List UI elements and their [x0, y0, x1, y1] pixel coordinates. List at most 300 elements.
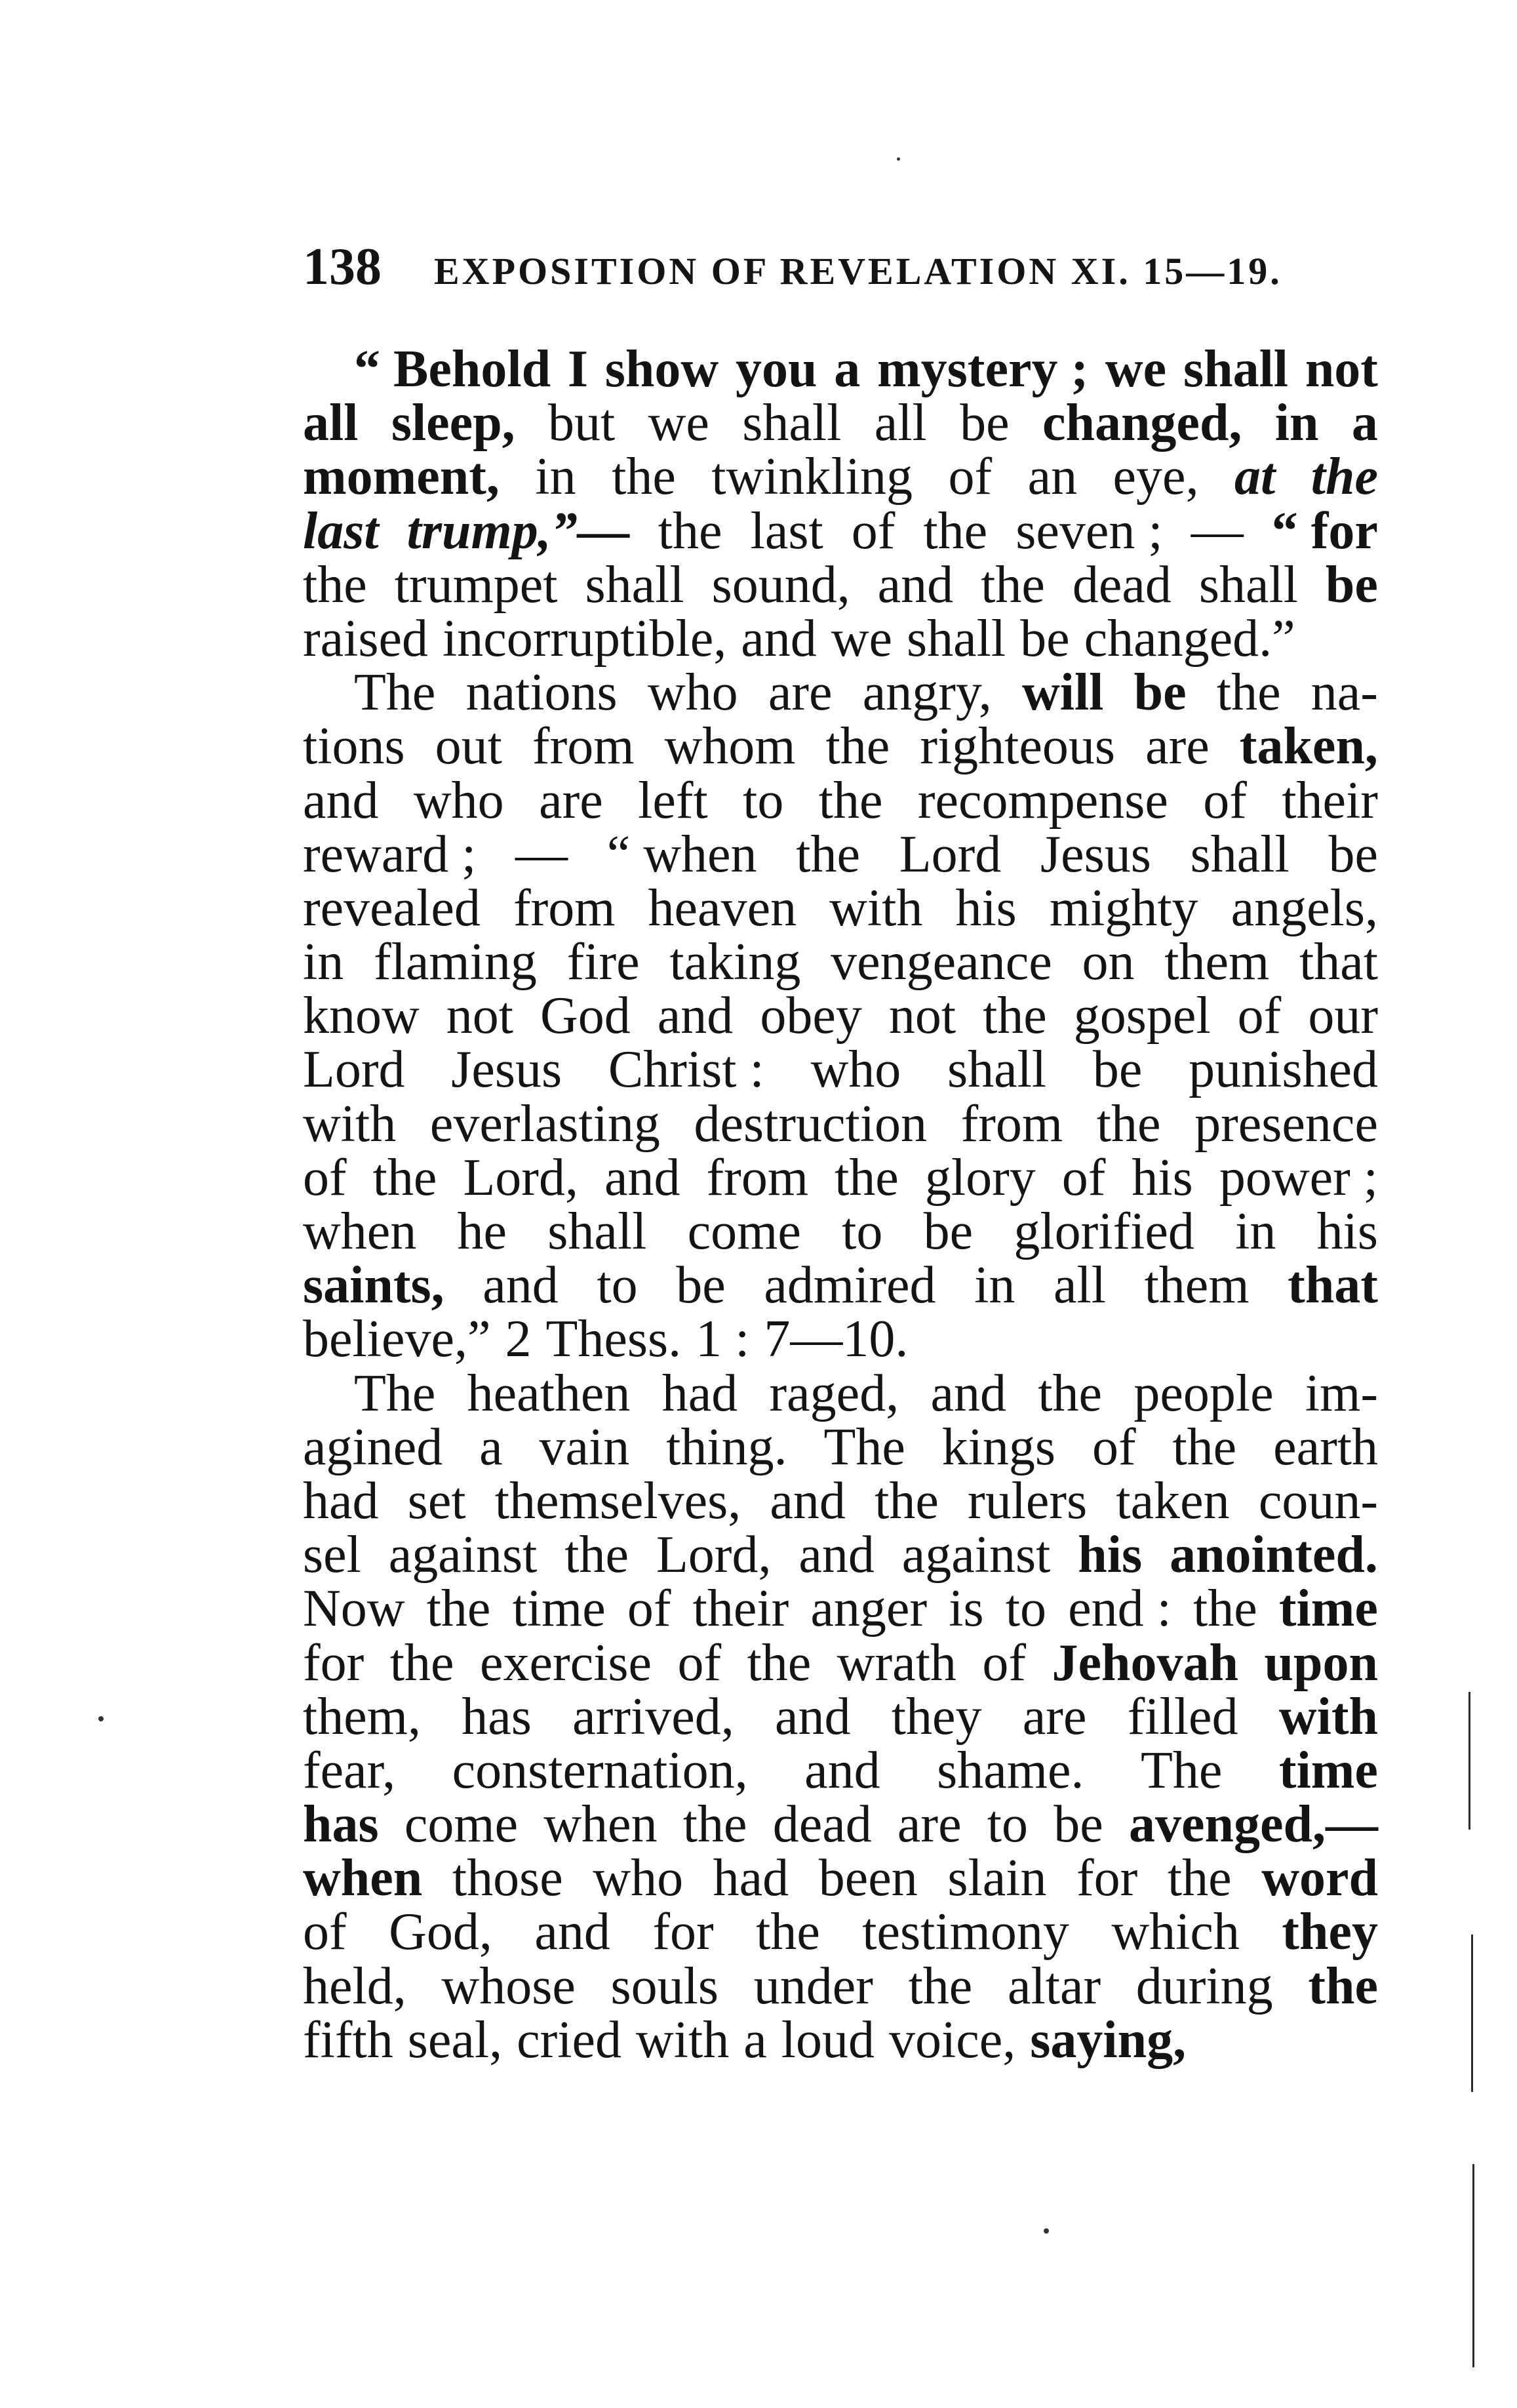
word: at [1234, 448, 1276, 506]
word: Lord [303, 1041, 405, 1099]
word: obey [760, 987, 862, 1045]
word: the [658, 502, 722, 560]
word: on [1082, 933, 1135, 992]
text-line [303, 1905, 1378, 1959]
word: with [829, 879, 923, 937]
text-line [303, 2013, 1378, 2067]
text-line [303, 881, 1378, 935]
word: shall [907, 609, 1006, 668]
word: of [677, 1634, 722, 1692]
word: that [1299, 933, 1378, 992]
word: the [981, 555, 1045, 614]
word: a [834, 340, 861, 398]
text-line [303, 1636, 1378, 1690]
word: during [1135, 1957, 1273, 2015]
word: the [389, 1634, 454, 1692]
word: God [540, 987, 631, 1045]
word: be [1328, 825, 1378, 883]
text-line [303, 396, 1378, 450]
word: shall [585, 555, 684, 614]
word: in [535, 448, 576, 506]
word: will [1021, 664, 1104, 722]
word: be [1092, 1041, 1143, 1099]
word: for [1076, 1849, 1138, 1908]
text-line [303, 1796, 1378, 1854]
word: and [804, 1741, 880, 1799]
word: flaming [374, 933, 537, 992]
text-line [303, 1094, 1378, 1153]
word: of [627, 1580, 671, 1638]
word: with [1278, 1687, 1378, 1746]
word: their [692, 1580, 789, 1638]
word: presence [1194, 1094, 1378, 1153]
word: thing. [666, 1418, 787, 1476]
word: angels, [1231, 879, 1378, 937]
word: be [960, 394, 1010, 452]
word: shall [1183, 340, 1289, 398]
word: admired [764, 1256, 936, 1315]
word: show [604, 340, 719, 398]
word: we [648, 394, 709, 452]
word: left [638, 771, 708, 830]
word: in [303, 933, 344, 992]
word: you [735, 340, 818, 398]
word: trumpet [394, 555, 558, 614]
word: the [756, 1903, 820, 1961]
word: im- [1305, 1364, 1378, 1422]
word: the [1096, 1094, 1161, 1153]
word: word [1261, 1849, 1378, 1908]
word: — [515, 825, 568, 883]
word: the [1310, 448, 1378, 506]
word: kings [941, 1418, 1056, 1476]
word: when [303, 1203, 417, 1260]
word: Now [303, 1580, 405, 1638]
word: to [743, 771, 784, 830]
word: has [303, 1796, 379, 1854]
text-line [303, 717, 1378, 776]
word: his [1132, 1148, 1193, 1207]
word: The [1141, 1741, 1223, 1799]
scan-speck [897, 157, 900, 161]
word: to [1005, 1580, 1046, 1638]
word: recompense [917, 771, 1168, 830]
word: and [930, 1364, 1006, 1422]
text-line [303, 1687, 1378, 1746]
word: sleep, [391, 394, 515, 452]
word: punished [1189, 1041, 1378, 1099]
word: are [539, 771, 603, 830]
word: the [612, 448, 676, 506]
word: come [687, 1203, 801, 1260]
word: exercise [479, 1634, 652, 1692]
word: avenged,— [1128, 1796, 1378, 1854]
word: destruction [694, 1094, 927, 1153]
word: we [831, 609, 893, 668]
word: incorruptible, [443, 609, 727, 668]
word: the [564, 1526, 629, 1584]
word: all [303, 394, 359, 452]
word: against [901, 1526, 1051, 1584]
word: from [706, 1148, 809, 1207]
scan-speck [1044, 2228, 1049, 2234]
word: tions [303, 717, 405, 776]
word: not [1305, 340, 1378, 398]
word: and [657, 987, 734, 1045]
word: raised [303, 609, 429, 668]
word: his [955, 879, 1017, 937]
word: been [818, 1849, 918, 1908]
word: raged, [769, 1364, 899, 1422]
word: of [1092, 1418, 1136, 1476]
word: consternation, [452, 1741, 748, 1799]
running-head-title: EXPOSITION OF REVELATION XI. 15—19. [434, 250, 1282, 292]
word: to [987, 1796, 1029, 1854]
page-number: 138 [303, 238, 382, 296]
word: heaven [648, 879, 797, 937]
text-line [303, 555, 1378, 614]
word: trump,”— [406, 502, 630, 560]
word: the [825, 717, 890, 776]
word: glorified [1014, 1203, 1194, 1260]
word: themselves, [494, 1472, 741, 1530]
word: heathen [467, 1364, 631, 1422]
word: and [770, 1472, 846, 1530]
word: he [457, 1203, 507, 1260]
word: the [1167, 1849, 1232, 1908]
word: from [960, 1094, 1063, 1153]
word: Jesus [1040, 825, 1151, 883]
word: 2 [505, 1310, 532, 1369]
word: Lord, [463, 1148, 578, 1207]
text-line [303, 1741, 1378, 1799]
word: when [303, 1849, 423, 1908]
word: the [1038, 1364, 1103, 1422]
word: shall [947, 1041, 1047, 1099]
word: those [452, 1849, 563, 1908]
word: anointed. [1170, 1526, 1378, 1584]
text-line [303, 1205, 1378, 1258]
word: with [303, 1094, 397, 1153]
word: wrath [837, 1634, 956, 1692]
word: and [483, 1256, 559, 1315]
word: his [1316, 1203, 1378, 1260]
word: they [891, 1687, 982, 1746]
word: the [908, 1957, 973, 2015]
word: seal, [407, 2011, 503, 2069]
word: upon [1264, 1634, 1378, 1692]
scan-artifact-line [1472, 2164, 1474, 2367]
word: of [948, 448, 993, 506]
word: in [974, 1256, 1015, 1315]
word: souls [610, 1957, 719, 2015]
text-line [303, 1474, 1378, 1528]
word: whose [441, 1957, 576, 2015]
text-line [303, 989, 1378, 1043]
word: all [874, 394, 927, 452]
word: The [354, 1364, 436, 1422]
word: set [407, 1472, 466, 1530]
text-line [303, 609, 1378, 668]
text-line [303, 1420, 1378, 1474]
word: taking [669, 933, 801, 992]
text-line [303, 1310, 1378, 1369]
word: but [548, 394, 616, 452]
word: is [949, 1580, 984, 1638]
word: the [372, 1148, 437, 1207]
text-line [303, 664, 1378, 722]
word: for [303, 1634, 364, 1692]
body-text [303, 342, 1378, 2067]
word: them, [303, 1687, 421, 1746]
word: with [636, 2011, 730, 2069]
word: filled [1127, 1687, 1238, 1746]
scan-artifact-line [1468, 1692, 1470, 1830]
word: The [354, 664, 436, 722]
word: the [818, 771, 883, 830]
word: them [1164, 933, 1270, 992]
word: arrived, [572, 1687, 734, 1746]
word: the [835, 1148, 899, 1207]
text-line [303, 1256, 1378, 1315]
word: all [1053, 1256, 1106, 1315]
text-line [303, 1959, 1378, 2013]
word: gospel [1073, 987, 1211, 1045]
word: voice, [888, 2011, 1016, 2069]
word: seven ; [1015, 502, 1163, 560]
word: the [1192, 1580, 1257, 1638]
word: Christ : [608, 1041, 764, 1099]
word: not [446, 987, 514, 1045]
word: the [682, 1796, 747, 1854]
text-line [303, 450, 1378, 504]
word: Lord, [656, 1526, 772, 1584]
word: an [1027, 448, 1078, 506]
word: vengeance [831, 933, 1052, 992]
text-line [303, 825, 1378, 883]
word: in [1235, 1203, 1276, 1260]
word: out [435, 717, 502, 776]
word: the [923, 502, 988, 560]
word: shall [1190, 825, 1290, 883]
word: the [796, 825, 861, 883]
scan-artifact-line [1471, 1935, 1473, 2092]
word: of [982, 1634, 1027, 1692]
word: are [768, 664, 833, 722]
word: held, [303, 1957, 406, 2015]
word: and [877, 555, 954, 614]
word: be [1020, 609, 1070, 668]
word: fear, [303, 1741, 396, 1799]
word: they [1282, 1903, 1378, 1961]
word: God, [389, 1903, 492, 1961]
word: taken [1116, 1472, 1230, 1530]
word: from [532, 717, 635, 776]
word: and [798, 1526, 875, 1584]
word: cried [517, 2011, 621, 2069]
word: 7—10. [764, 1310, 909, 1369]
text-line [303, 504, 1378, 558]
word: of [303, 1148, 347, 1207]
word: the [1308, 1957, 1378, 2015]
word: time [512, 1580, 606, 1638]
word: twinkling [711, 448, 913, 506]
word: the [983, 987, 1047, 1045]
word: of [1203, 771, 1247, 830]
word: shall [742, 394, 842, 452]
word: are [1022, 1687, 1087, 1746]
word: that [1288, 1256, 1378, 1315]
word: had [661, 1364, 738, 1422]
word: the [747, 1634, 812, 1692]
word: of [1237, 987, 1282, 1045]
word: not [888, 987, 956, 1045]
word: righteous [920, 717, 1116, 776]
word: Jesus [451, 1041, 562, 1099]
word: fifth [303, 2011, 393, 2069]
word: whom [664, 717, 796, 776]
word: testimony [862, 1903, 1069, 1961]
word: under [753, 1957, 873, 2015]
word: “ Behold [354, 340, 551, 398]
word: the [1216, 664, 1281, 722]
word: believe,” [303, 1310, 491, 1369]
word: be [1054, 1796, 1103, 1854]
scan-speck [98, 1716, 104, 1721]
word: and [604, 1148, 680, 1207]
word: dead [772, 1796, 872, 1854]
word: “ for [1271, 502, 1378, 560]
word: taken, [1239, 717, 1378, 776]
word: The [823, 1418, 905, 1476]
word: Thess. [545, 1310, 682, 1369]
word: be [676, 1256, 726, 1315]
word: had [713, 1849, 789, 1908]
word: angry, [862, 664, 992, 722]
word: who [647, 664, 738, 722]
word: changed.” [1084, 609, 1295, 668]
word: earth [1273, 1418, 1378, 1476]
word: 1 : [696, 1310, 750, 1369]
word: in [1274, 394, 1319, 452]
word: saints, [303, 1256, 444, 1315]
word: when [543, 1796, 658, 1854]
word: people [1133, 1364, 1274, 1422]
word: dead [1072, 555, 1172, 614]
word: has [462, 1687, 532, 1746]
word: moment, [303, 448, 500, 506]
word: end : [1068, 1580, 1172, 1638]
word: time [1278, 1580, 1378, 1638]
word: coun- [1258, 1472, 1378, 1530]
word: altar [1007, 1957, 1101, 2015]
word: know [303, 987, 420, 1045]
word: sound, [711, 555, 850, 614]
word: the [426, 1580, 491, 1638]
word: agined [303, 1418, 443, 1476]
word: a [479, 1418, 503, 1476]
word: na- [1310, 664, 1378, 722]
word: reward ; [303, 825, 477, 883]
word: time [1278, 1741, 1378, 1799]
word: be [1133, 664, 1187, 722]
text-line [303, 1364, 1378, 1422]
word: who [593, 1849, 684, 1908]
word: we [1105, 340, 1167, 398]
word: had [303, 1472, 379, 1530]
word: to [842, 1203, 883, 1260]
word: who [810, 1041, 901, 1099]
word: shame. [937, 1741, 1084, 1799]
word: which [1111, 1903, 1240, 1961]
word: our [1308, 987, 1378, 1045]
word: who [413, 771, 504, 830]
word: their [1282, 771, 1378, 830]
word: his [1078, 1526, 1143, 1584]
word: a [1351, 394, 1378, 452]
word: be [923, 1203, 974, 1260]
text-line [303, 1528, 1378, 1582]
text-line [303, 771, 1378, 830]
word: and [303, 771, 379, 830]
word: of [303, 1903, 347, 1961]
text-line [303, 1849, 1378, 1908]
word: be [1325, 555, 1378, 614]
word: are [1145, 717, 1210, 776]
word: and [741, 609, 817, 668]
word: I [567, 340, 588, 398]
running-head [303, 231, 1378, 303]
word: to [597, 1256, 638, 1315]
word: vain [539, 1418, 630, 1476]
word: of [1061, 1148, 1106, 1207]
word: shall [1198, 555, 1298, 614]
word: anger [810, 1580, 928, 1638]
word: eye, [1113, 448, 1199, 506]
word: against [388, 1526, 538, 1584]
word: last [303, 502, 379, 560]
word: revealed [303, 879, 481, 937]
word: for [652, 1903, 714, 1961]
text-line [303, 933, 1378, 992]
word: Lord [899, 825, 1002, 883]
word: the [303, 555, 367, 614]
word: a [743, 2011, 767, 2069]
word: Jehovah [1052, 1634, 1238, 1692]
word: are [897, 1796, 962, 1854]
word: nations [465, 664, 618, 722]
word: from [513, 879, 616, 937]
text-line [303, 342, 1378, 396]
word: the [1172, 1418, 1237, 1476]
word: mystery ; [877, 340, 1089, 398]
word: and [534, 1903, 610, 1961]
word: “ when [606, 825, 757, 883]
word: shall [547, 1203, 647, 1260]
word: saying, [1030, 2011, 1187, 2069]
word: the [875, 1472, 939, 1530]
text-line [303, 1148, 1378, 1207]
word: of [851, 502, 896, 560]
word: them [1144, 1256, 1250, 1315]
text-line [303, 1580, 1378, 1638]
word: power ; [1219, 1148, 1378, 1207]
word: mighty [1049, 879, 1198, 937]
word: fire [566, 933, 640, 992]
word: last [750, 502, 823, 560]
word: glory [924, 1148, 1036, 1207]
text-line [303, 1041, 1378, 1099]
